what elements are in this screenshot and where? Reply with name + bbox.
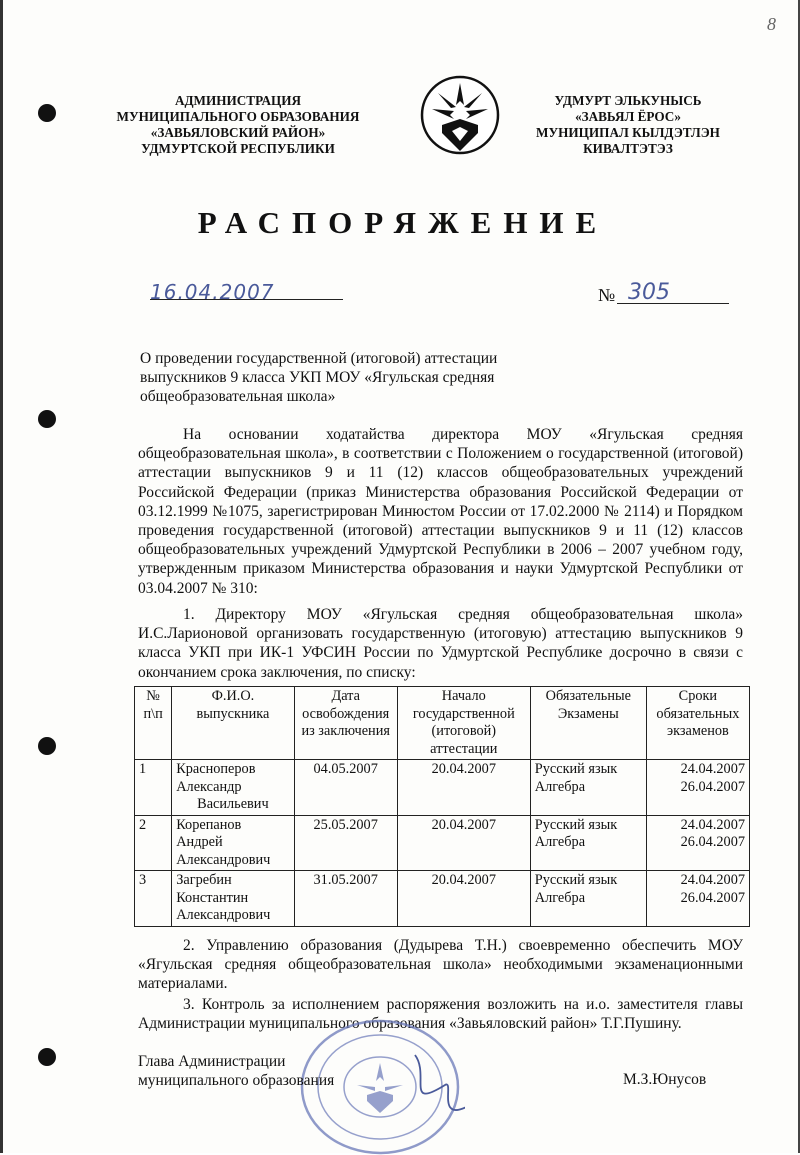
- subject-name: Русский язык: [534, 872, 618, 888]
- cell-name: [172, 815, 294, 871]
- punch-hole-icon: [38, 1048, 56, 1066]
- header-left-line: АДМИНИСТРАЦИЯ: [174, 93, 302, 108]
- item-1-paragraph: 1. Директору МОУ «Ягульская средняя общеобразовательная школа» И.С.Ларионовой организовать государственную (итоговую) аттестацию выпускников 9 класса УКП при ИК-1 УФСИН России по Удмуртской Республике досрочно в связи с окончанием срока заключения, по списку:: [138, 606, 743, 681]
- name-part: Александр: [176, 778, 242, 795]
- handwritten-date: 16.04.2007: [150, 280, 275, 304]
- page-number: 8: [767, 14, 776, 34]
- cell-start-date: 20.04.2007: [397, 871, 530, 927]
- name-part: Красноперов: [176, 761, 256, 777]
- number-label: №: [598, 285, 616, 305]
- exam-date: 24.04.2007: [680, 761, 745, 777]
- name-part: Корепанов: [176, 816, 242, 833]
- cell-subjects: [530, 760, 646, 816]
- header-right-line: «ЗАВЬЯЛ ЁРОС»: [575, 109, 681, 124]
- exam-date: 26.04.2007: [680, 834, 745, 850]
- subject-name: Русский язык: [534, 816, 618, 833]
- cell-release-date: 04.05.2007: [294, 760, 397, 816]
- item-3-paragraph: 3. Контроль за исполнением распоряжения возложить на и.о. заместителя главы Администрации муниципального образования «Завьяловский район» Т.Г.Пушину.: [138, 996, 743, 1033]
- number-underline: [617, 303, 729, 304]
- cell-start-date: 20.04.2007: [397, 760, 530, 816]
- name-part: Загребин: [176, 872, 232, 888]
- header-cell-name: Ф.И.О. выпускника: [172, 687, 294, 760]
- name-part: Константин: [176, 889, 249, 906]
- punch-hole-icon: [38, 104, 56, 122]
- header-cell-number: № п\п: [135, 687, 172, 760]
- handwritten-number: 305: [628, 280, 670, 305]
- subject-line: О проведении государственной (итоговой) аттестации: [140, 350, 498, 367]
- subject-name: Русский язык: [534, 761, 618, 777]
- cell-number: 2: [135, 815, 172, 871]
- cell-number: 3: [135, 871, 172, 927]
- header-right-line: КИВАЛТЭТЭЗ: [583, 141, 673, 156]
- exam-date: 26.04.2007: [680, 778, 745, 795]
- cell-name: [172, 760, 294, 816]
- signatory-title-line: Глава Администрации: [138, 1053, 286, 1070]
- cell-release-date: 31.05.2007: [294, 871, 397, 927]
- table-row: [135, 815, 750, 871]
- subject-name: Алгебра: [534, 778, 586, 795]
- header-right-line: МУНИЦИПАЛ КЫЛДЭТЛЭН: [536, 125, 720, 140]
- punch-hole-icon: [38, 410, 56, 428]
- cell-name: [172, 871, 294, 927]
- table-header-row: [135, 687, 750, 760]
- name-part: Александрович: [176, 907, 271, 923]
- document-subject: [140, 349, 560, 406]
- item-2-paragraph: 2. Управлению образования (Дудырева Т.Н.) своевременно обеспечить МОУ «Ягульская средняя общеобразовательная школа» необходимыми экзаменационными материалами.: [138, 937, 743, 993]
- subject-name: Алгебра: [534, 889, 586, 906]
- header-right-line: УДМУРТ ЭЛЬКУНЫСЬ: [554, 93, 702, 108]
- subject-name: Алгебра: [534, 834, 586, 850]
- cell-subjects: [530, 815, 646, 871]
- header-cell-release: Дата освобождения из заключения: [294, 687, 397, 760]
- name-part: Андрей: [176, 834, 223, 850]
- signatory-title: [138, 1052, 334, 1090]
- date-underline: [150, 297, 343, 300]
- header-left: [108, 93, 368, 157]
- subject-line: выпускников 9 класса УКП МОУ «Ягульская средняя: [140, 369, 495, 386]
- cell-exam-dates: [646, 815, 749, 871]
- cell-release-date: 25.05.2007: [294, 815, 397, 871]
- cell-exam-dates: [646, 760, 749, 816]
- name-part: Васильевич: [197, 796, 269, 812]
- header-cell-subjects: Обязательные Экзамены: [530, 687, 646, 760]
- cell-subjects: [530, 871, 646, 927]
- header-left-line: УДМУРТСКОЙ РЕСПУБЛИКИ: [141, 141, 335, 156]
- exam-schedule-table: [134, 686, 750, 927]
- header-right: [523, 93, 733, 157]
- header-left-line: МУНИЦИПАЛЬНОГО ОБРАЗОВАНИЯ: [116, 109, 360, 124]
- header-cell-dates: Сроки обязательных экзаменов: [646, 687, 749, 760]
- signatory-name: М.З.Юнусов: [623, 1071, 707, 1088]
- signatory-title-line: муниципального образования: [138, 1072, 335, 1089]
- punch-hole-icon: [38, 737, 56, 755]
- table-row: [135, 871, 750, 927]
- header-cell-start: Начало государственной (итоговой) аттестации: [397, 687, 530, 760]
- cell-number: 1: [135, 760, 172, 816]
- district-emblem-icon: [420, 75, 500, 155]
- exam-date: 24.04.2007: [680, 816, 745, 833]
- subject-line: общеобразовательная школа»: [140, 388, 336, 405]
- cell-start-date: 20.04.2007: [397, 815, 530, 871]
- basis-paragraph: На основании ходатайства директора МОУ «Ягульская средняя общеобразовательная школа», в соответствии с Положением о государственной (итоговой) аттестации выпускников 9 и 11 (12) классов общеобразовательных учреждений Российской Федерации (приказ Министерства образования Российской Федерации от 03.12.1999 №1075, зарегистрирован Минюстом России от 17.02.2000 № 2114) и Порядком проведения государственной (итоговой) аттестации выпускников 9 и 11 (12) классов общеобразовательных учреждений Удмуртской Республики в 2006 – 2007 учебном году, утвержденным приказом Министерства образования и науки Удмуртской Республики от 03.04.2007 № 310:: [138, 426, 743, 597]
- name-part: Александрович: [176, 851, 271, 868]
- document-title: РАСПОРЯЖЕНИЕ: [197, 205, 609, 240]
- cell-exam-dates: [646, 871, 749, 927]
- exam-date: 24.04.2007: [680, 872, 745, 888]
- header-left-line: «ЗАВЬЯЛОВСКИЙ РАЙОН»: [150, 125, 326, 140]
- exam-date: 26.04.2007: [680, 889, 745, 906]
- table-row: [135, 760, 750, 816]
